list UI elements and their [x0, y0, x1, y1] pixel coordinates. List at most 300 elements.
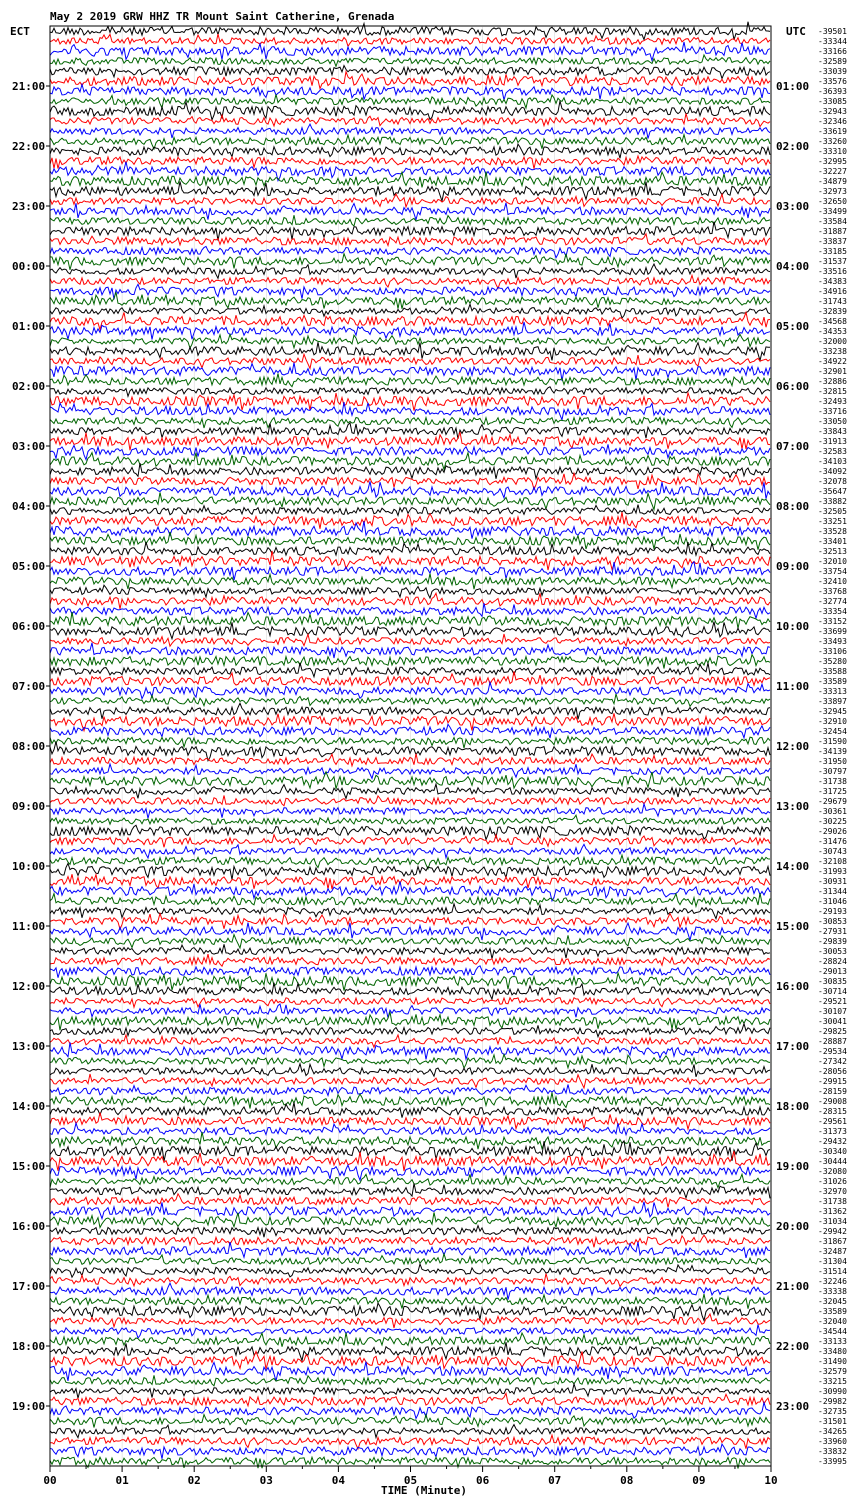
trace-offset-label: -32108 [818, 857, 847, 866]
trace-offset-label: -33699 [818, 627, 847, 636]
seismic-trace-131 [50, 1325, 770, 1338]
trace-offset-label: -29679 [818, 797, 847, 806]
left-hour-label: 04:00 [12, 500, 46, 513]
seismic-trace-33 [50, 342, 770, 360]
left-hour-label: 07:00 [12, 680, 46, 693]
trace-offset-label: -29825 [818, 1027, 847, 1036]
trace-offset-label: -30361 [818, 807, 847, 816]
x-axis-tick-label: 07 [548, 1474, 562, 1487]
trace-offset-label: -31514 [818, 1267, 847, 1276]
trace-offset-label: -32815 [818, 387, 847, 396]
trace-offset-label: -33480 [818, 1347, 847, 1356]
right-hour-label: 05:00 [776, 320, 810, 333]
trace-offset-label: -33106 [818, 647, 847, 656]
trace-offset-label: -31034 [818, 1217, 847, 1226]
x-axis-tick-label: 09 [692, 1474, 706, 1487]
seismic-trace-138 [50, 1393, 770, 1405]
trace-offset-label: -39501 [818, 27, 847, 36]
seismic-trace-6 [50, 72, 770, 89]
trace-offset-label: -33576 [818, 77, 847, 86]
left-hour-label: 21:00 [12, 80, 46, 93]
trace-offset-label: -27931 [818, 927, 847, 936]
trace-offset-label: -33085 [818, 97, 847, 106]
trace-offset-label: -33313 [818, 687, 847, 696]
seismic-trace-85 [50, 863, 770, 879]
x-axis-tick-label: 05 [403, 1474, 418, 1487]
seismic-trace-68 [50, 694, 770, 706]
trace-offset-label: -28056 [818, 1067, 847, 1076]
right-hour-label: 13:00 [776, 800, 810, 813]
right-hour-label: 07:00 [776, 440, 810, 453]
seismic-trace-31 [50, 322, 770, 340]
left-timezone-label: ECT [10, 25, 30, 38]
seismic-trace-96 [50, 973, 770, 991]
right-hour-label: 06:00 [776, 380, 810, 393]
seismic-trace-90 [50, 914, 770, 930]
trace-offset-label: -33354 [818, 607, 847, 616]
x-axis-tick-label: 00 [43, 1474, 57, 1487]
right-hour-label: 18:00 [776, 1100, 810, 1113]
trace-offset-label: -33960 [818, 1437, 847, 1446]
seismic-trace-139 [50, 1403, 770, 1419]
trace-offset-label: -32454 [818, 727, 847, 736]
seismic-trace-72 [50, 736, 770, 748]
seismic-trace-87 [50, 882, 770, 901]
trace-offset-label: -32589 [818, 57, 847, 66]
trace-offset-label: -29521 [818, 997, 847, 1006]
right-hour-label: 04:00 [776, 260, 810, 273]
seismic-trace-106 [50, 1074, 770, 1088]
trace-offset-label: -29432 [818, 1137, 847, 1146]
seismic-trace-21 [50, 222, 770, 241]
left-hour-label: 03:00 [12, 440, 46, 453]
trace-offset-label: -32735 [818, 1407, 847, 1416]
left-hour-label: 18:00 [12, 1340, 46, 1353]
right-hour-label: 14:00 [776, 860, 810, 873]
seismic-trace-49 [50, 505, 770, 516]
trace-offset-label: -33882 [818, 497, 847, 506]
right-hour-label: 15:00 [776, 920, 810, 933]
seismic-trace-29 [50, 304, 770, 318]
trace-offset-label: -33493 [818, 637, 847, 646]
trace-offset-label: -28824 [818, 957, 847, 966]
trace-offset-label: -30225 [818, 817, 847, 826]
left-hour-label: 16:00 [12, 1220, 46, 1233]
trace-offset-label: -34922 [818, 357, 847, 366]
seismic-trace-62 [50, 634, 770, 646]
trace-offset-label: -30931 [818, 877, 847, 886]
seismic-trace-58 [50, 593, 770, 609]
trace-offset-label: -32650 [818, 197, 847, 206]
trace-offset-label: -32995 [818, 157, 847, 166]
left-hour-label: 22:00 [12, 140, 46, 153]
x-axis-tick-label: 04 [331, 1474, 346, 1487]
seismic-trace-124 [50, 1254, 770, 1265]
seismic-trace-118 [50, 1194, 770, 1207]
seismic-trace-83 [50, 844, 770, 858]
seismic-trace-143 [50, 1444, 770, 1459]
trace-offset-label: -30053 [818, 947, 847, 956]
trace-offset-label: -29013 [818, 967, 847, 976]
trace-offset-label: -33251 [818, 517, 847, 526]
seismic-trace-1 [50, 22, 770, 40]
trace-offset-label: -33589 [818, 1307, 847, 1316]
seismic-trace-60 [50, 612, 770, 628]
trace-offset-label: -34103 [818, 457, 847, 466]
trace-offset-label: -31725 [818, 787, 847, 796]
trace-offset-label: -32010 [818, 557, 847, 566]
trace-offset-label: -31913 [818, 437, 847, 446]
seismic-trace-40 [50, 417, 770, 428]
seismic-trace-80 [50, 815, 770, 825]
trace-offset-label: -31304 [818, 1257, 847, 1266]
trace-offset-label: -32078 [818, 477, 847, 486]
seismic-trace-141 [50, 1425, 770, 1438]
seismic-trace-92 [50, 935, 770, 949]
x-axis-label: TIME (Minute) [380, 1484, 468, 1497]
seismic-trace-111 [50, 1123, 770, 1135]
trace-offset-label: -29026 [818, 827, 847, 836]
trace-offset-label: -31950 [818, 757, 847, 766]
seismic-trace-82 [50, 835, 770, 848]
seismic-trace-65 [50, 663, 770, 677]
trace-offset-label: -34544 [818, 1327, 847, 1336]
trace-offset-label: -36393 [818, 87, 847, 96]
trace-offset-label: -32945 [818, 707, 847, 716]
seismic-trace-34 [50, 354, 770, 368]
trace-offset-label: -30853 [818, 917, 847, 926]
right-hour-label: 11:00 [776, 680, 810, 693]
seismic-trace-39 [50, 402, 770, 420]
trace-offset-label: -31738 [818, 1197, 847, 1206]
seismic-trace-142 [50, 1435, 770, 1449]
trace-offset-label: -31738 [818, 777, 847, 786]
seismic-trace-81 [50, 825, 770, 839]
seismic-trace-84 [50, 855, 770, 869]
right-hour-label: 02:00 [776, 140, 810, 153]
trace-offset-label: -33260 [818, 137, 847, 146]
trace-offset-label: -33166 [818, 47, 847, 56]
seismic-trace-110 [50, 1113, 770, 1130]
trace-offset-label: -32910 [818, 717, 847, 726]
trace-offset-label: -31344 [818, 887, 847, 896]
trace-offset-label: -31026 [818, 1177, 847, 1186]
trace-offset-label: -33499 [818, 207, 847, 216]
trace-offset-label: -34353 [818, 327, 847, 336]
seismic-trace-105 [50, 1064, 770, 1077]
seismic-trace-43 [50, 444, 770, 459]
right-hour-label: 12:00 [776, 740, 810, 753]
trace-offset-label: -30797 [818, 767, 847, 776]
trace-offset-label: -33837 [818, 237, 847, 246]
trace-offset-label: -29839 [818, 937, 847, 946]
seismic-trace-11 [50, 124, 770, 138]
trace-offset-label: -32973 [818, 187, 847, 196]
seismic-trace-102 [50, 1035, 770, 1047]
right-hour-label: 16:00 [776, 980, 810, 993]
seismic-trace-5 [50, 66, 770, 79]
trace-offset-label: -31887 [818, 227, 847, 236]
trace-offset-label: -32346 [818, 117, 847, 126]
right-hour-label: 22:00 [776, 1340, 810, 1353]
x-axis-tick-label: 08 [620, 1474, 634, 1487]
trace-offset-label: -32246 [818, 1277, 847, 1286]
seismic-trace-93 [50, 944, 770, 959]
left-hour-label: 23:00 [12, 200, 46, 213]
seismic-trace-30 [50, 312, 770, 329]
trace-offset-label: -33039 [818, 67, 847, 76]
trace-offset-label: -28887 [818, 1037, 847, 1046]
trace-offset-label: -32579 [818, 1367, 847, 1376]
left-hour-label: 11:00 [12, 920, 46, 933]
trace-offset-label: -28159 [818, 1087, 847, 1096]
left-hour-label: 10:00 [12, 860, 46, 873]
trace-offset-label: -32227 [818, 167, 847, 176]
trace-offset-label: -32901 [818, 367, 847, 376]
trace-offset-label: -33050 [818, 417, 847, 426]
seismic-trace-69 [50, 703, 770, 719]
seismic-trace-14 [50, 156, 770, 169]
trace-offset-label: -32943 [818, 107, 847, 116]
seismic-trace-91 [50, 923, 770, 941]
trace-offset-label: -30714 [818, 987, 847, 996]
right-hour-label: 03:00 [776, 200, 810, 213]
seismic-trace-12 [50, 135, 770, 149]
seismic-trace-51 [50, 521, 770, 538]
seismic-trace-2 [50, 34, 770, 46]
right-hour-label: 21:00 [776, 1280, 810, 1293]
right-hour-label: 08:00 [776, 500, 810, 513]
seismic-trace-32 [50, 334, 770, 348]
left-hour-labels [12, 80, 50, 1413]
trace-offset-label: -31046 [818, 897, 847, 906]
right-hour-label: 20:00 [776, 1220, 810, 1233]
seismic-trace-77 [50, 784, 770, 798]
seismic-trace-25 [50, 264, 770, 278]
seismic-trace-116 [50, 1174, 770, 1187]
trace-offset-label: -34383 [818, 277, 847, 286]
trace-offset-label: -33152 [818, 617, 847, 626]
trace-offset-label: -32080 [818, 1167, 847, 1176]
seismic-trace-133 [50, 1342, 770, 1360]
seismic-trace-54 [50, 551, 770, 570]
x-axis-tick-label: 02 [187, 1474, 201, 1487]
seismic-trace-108 [50, 1093, 770, 1109]
seismic-trace-117 [50, 1184, 770, 1199]
chart-title: May 2 2019 GRW HHZ TR Mount Saint Catherine, Grenada [50, 10, 395, 23]
seismic-trace-104 [50, 1054, 770, 1068]
right-hour-label: 19:00 [776, 1160, 810, 1173]
trace-offset-label: -33843 [818, 427, 847, 436]
trace-offset-label: -33401 [818, 537, 847, 546]
left-hour-label: 00:00 [12, 260, 46, 273]
seismic-trace-45 [50, 463, 770, 479]
trace-offset-label: -33832 [818, 1447, 847, 1456]
seismic-trace-94 [50, 954, 770, 966]
trace-offset-label: -30340 [818, 1147, 847, 1156]
trace-offset-label: -31993 [818, 867, 847, 876]
trace-offset-label: -35280 [818, 657, 847, 666]
trace-offset-label: -33584 [818, 217, 847, 226]
seismic-trace-64 [50, 655, 770, 669]
seismic-trace-59 [50, 603, 770, 618]
seismic-trace-136 [50, 1375, 770, 1385]
trace-offset-label: -32493 [818, 397, 847, 406]
seismic-trace-88 [50, 893, 770, 906]
x-axis-tick-label: 06 [475, 1474, 490, 1487]
trace-offset-label: -33133 [818, 1337, 847, 1346]
trace-offset-label: -32886 [818, 377, 847, 386]
trace-offset-label: -31867 [818, 1237, 847, 1246]
trace-offset-label: -34265 [818, 1427, 847, 1436]
seismic-trace-126 [50, 1274, 770, 1287]
seismic-trace-44 [50, 453, 770, 470]
right-hour-label: 17:00 [776, 1040, 810, 1053]
left-hour-label: 01:00 [12, 320, 46, 333]
seismic-trace-67 [50, 682, 770, 698]
trace-offset-label: -29942 [818, 1227, 847, 1236]
left-hour-label: 02:00 [12, 380, 46, 393]
trace-offset-label: -33338 [818, 1287, 847, 1296]
seismic-trace-78 [50, 796, 770, 806]
left-hour-label: 08:00 [12, 740, 46, 753]
trace-offset-label: -30107 [818, 1007, 847, 1016]
trace-offset-label: -27342 [818, 1057, 847, 1066]
trace-offset-label: -32000 [818, 337, 847, 346]
trace-offset-label: -33516 [818, 267, 847, 276]
seismic-trace-79 [50, 804, 770, 819]
trace-offset-label: -29008 [818, 1097, 847, 1106]
trace-offset-label: -34568 [818, 317, 847, 326]
trace-offset-label: -30743 [818, 847, 847, 856]
right-hour-labels [776, 80, 809, 1413]
x-axis-tick-label: 03 [259, 1474, 273, 1487]
left-hour-label: 15:00 [12, 1160, 46, 1173]
seismic-trace-41 [50, 423, 770, 439]
trace-offset-label: -32583 [818, 447, 847, 456]
trace-offset-label: -32774 [818, 597, 847, 606]
trace-offset-label: -31743 [818, 297, 847, 306]
trace-offset-label: -31373 [818, 1127, 847, 1136]
trace-offset-label: -31362 [818, 1207, 847, 1216]
trace-offset-label: -30041 [818, 1017, 847, 1026]
left-hour-label: 14:00 [12, 1100, 46, 1113]
trace-offset-label: -32040 [818, 1317, 847, 1326]
seismic-trace-10 [50, 114, 770, 127]
seismic-trace-103 [50, 1042, 770, 1059]
trace-offset-label: -33897 [818, 697, 847, 706]
trace-offset-labels [818, 27, 847, 1466]
right-hour-label: 23:00 [776, 1400, 810, 1413]
trace-offset-label: -33344 [818, 37, 847, 46]
trace-offset-label: -32513 [818, 547, 847, 556]
trace-offset-label: -32839 [818, 307, 847, 316]
seismic-trace-20 [50, 215, 770, 226]
seismic-trace-18 [50, 194, 770, 207]
x-axis-tick-label: 01 [115, 1474, 129, 1487]
x-axis-tick-label: 10 [764, 1474, 778, 1487]
seismic-trace-16 [50, 172, 770, 188]
trace-offset-label: -34092 [818, 467, 847, 476]
seismic-trace-89 [50, 904, 770, 919]
seismic-trace-22 [50, 234, 770, 246]
seismic-trace-56 [50, 574, 770, 590]
seismic-trace-23 [50, 246, 770, 257]
seismic-trace-101 [50, 1024, 770, 1037]
left-hour-label: 17:00 [12, 1280, 46, 1293]
trace-offset-label: -32505 [818, 507, 847, 516]
seismic-trace-38 [50, 393, 770, 411]
trace-offset-label: -33185 [818, 247, 847, 256]
right-hour-label: 01:00 [776, 80, 810, 93]
trace-offset-label: -32045 [818, 1297, 847, 1306]
trace-offset-label: -29561 [818, 1117, 847, 1126]
seismic-trace-27 [50, 284, 770, 299]
seismic-trace-95 [50, 966, 770, 978]
trace-offset-label: -33215 [818, 1377, 847, 1386]
trace-offset-label: -32970 [818, 1187, 847, 1196]
seismic-trace-37 [50, 387, 770, 397]
left-hour-label: 12:00 [12, 980, 46, 993]
seismic-trace-135 [50, 1362, 770, 1381]
seismic-trace-125 [50, 1264, 770, 1277]
trace-offset-label: -33589 [818, 677, 847, 686]
seismic-trace-55 [50, 562, 770, 580]
trace-offset-label: -30444 [818, 1157, 847, 1166]
right-timezone-label: UTC [786, 25, 806, 38]
seismic-trace-140 [50, 1415, 770, 1428]
trace-offset-label: -31501 [818, 1417, 847, 1426]
trace-offset-label: -29193 [818, 907, 847, 916]
trace-offset-label: -29982 [818, 1397, 847, 1406]
left-hour-label: 19:00 [12, 1400, 46, 1413]
trace-offset-label: -29915 [818, 1077, 847, 1086]
seismic-trace-63 [50, 643, 770, 658]
seismic-trace-24 [50, 254, 770, 270]
seismic-trace-129 [50, 1303, 770, 1320]
trace-offset-label: -31537 [818, 257, 847, 266]
trace-offset-label: -31490 [818, 1357, 847, 1366]
seismic-trace-36 [50, 374, 770, 387]
trace-offset-label: -33716 [818, 407, 847, 416]
trace-offset-label: -33995 [818, 1457, 847, 1466]
trace-offset-label: -33310 [818, 147, 847, 156]
right-hour-label: 10:00 [776, 620, 810, 633]
trace-offset-label: -33754 [818, 567, 847, 576]
seismic-trace-127 [50, 1283, 770, 1300]
seismic-trace-98 [50, 998, 770, 1008]
trace-group [50, 22, 770, 1469]
trace-offset-label: -34879 [818, 177, 847, 186]
seismic-trace-9 [50, 101, 770, 120]
trace-offset-label: -29534 [818, 1047, 847, 1056]
seismic-trace-13 [50, 144, 770, 158]
seismic-trace-130 [50, 1314, 770, 1328]
trace-offset-label: -30835 [818, 977, 847, 986]
trace-offset-label: -33768 [818, 587, 847, 596]
seismic-trace-4 [50, 55, 770, 66]
seismic-trace-107 [50, 1085, 770, 1096]
seismic-trace-122 [50, 1235, 770, 1247]
trace-offset-label: -31590 [818, 737, 847, 746]
trace-offset-label: -28315 [818, 1107, 847, 1116]
seismic-trace-57 [50, 585, 770, 598]
left-hour-label: 06:00 [12, 620, 46, 633]
seismic-trace-28 [50, 292, 770, 309]
trace-offset-label: -32410 [818, 577, 847, 586]
left-hour-label: 05:00 [12, 560, 46, 573]
trace-offset-label: -35647 [818, 487, 847, 496]
